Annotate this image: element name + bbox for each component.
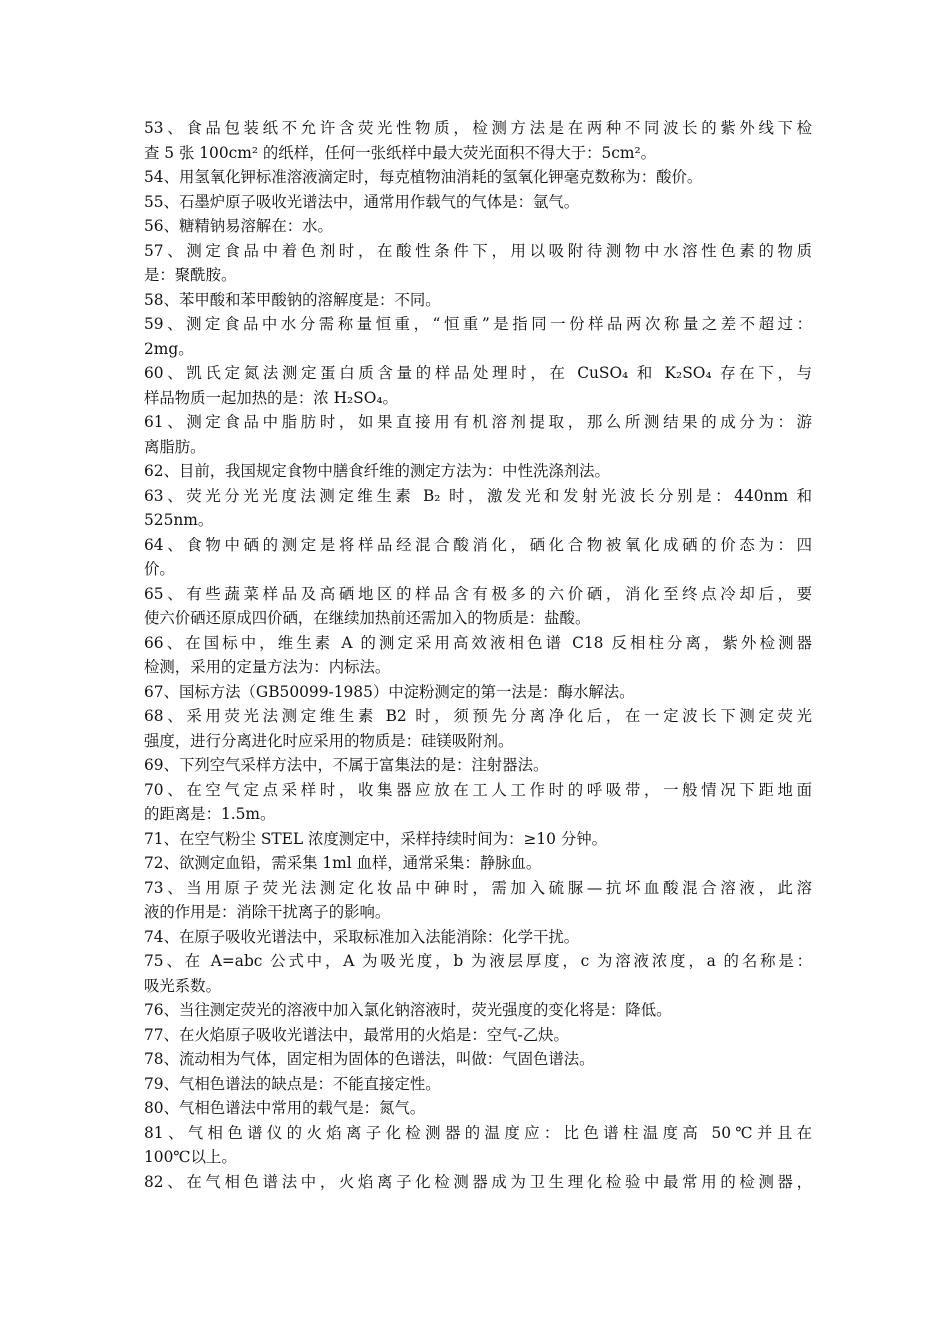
text-line-80: 80、气相色谱法中常用的载气是：氮气。: [144, 1099, 426, 1117]
text-line-77: 77、在火焰原子吸收光谱法中，最常用的火焰是：空气-乙炔。: [144, 1025, 569, 1044]
text-line-60b: 样品物质一起加热的是：浓 H₂SO₄。: [144, 388, 398, 407]
text-line-68b: 强度，进行分离进化时应采用的物质是：硅镁吸附剂。: [144, 731, 514, 750]
text-line-53b: 查 5 张 100cm² 的纸样，任何一张纸样中最大荧光面积不得大于：5cm²。: [144, 143, 657, 162]
text-line-79: 79、气相色谱法的缺点是：不能直接定性。: [144, 1074, 441, 1093]
text-line-71: 71、在空气粉尘 STEL 浓度测定中，采样持续时间为：≥10 分钟。: [144, 829, 607, 848]
text-line-59b: 2mg。: [144, 339, 194, 358]
text-line-62: 62、目前，我国规定食物中膳食纤维的测定方法为：中性洗涤剂法。: [144, 462, 610, 480]
text-line-61b: 离脂肪。: [144, 437, 206, 456]
text-line-66b: 检测，采用的定量方法为：内标法。: [144, 658, 391, 676]
text-line-72: 72、欲测定血铅，需采集 1ml 血样，通常采集：静脉血。: [144, 854, 542, 872]
text-line-57a: 57、测定食品中着色剂时，在酸性条件下，用以吸附待测物中水溶性色素的物质: [144, 241, 812, 260]
text-line-57b: 是：聚酰胺。: [144, 266, 237, 284]
text-line-69: 69、下列空气采样方法中，不属于富集法的是：注射器法。: [144, 756, 549, 774]
text-line-81a: 81、气相色谱仪的火焰离子化检测器的温度应：比色谱柱温度高 50℃并且在: [144, 1123, 812, 1142]
text-line-65a: 65、有些蔬菜样品及高硒地区的样品含有极多的六价硒，消化至终点冷却后，要: [144, 584, 812, 603]
document-page: [144, 116, 812, 1194]
text-line-63b: 525nm。: [144, 511, 214, 529]
text-line-67: 67、国标方法（GB50099-1985）中淀粉测定的第一法是：酶水解法。: [144, 682, 635, 701]
text-line-73b: 液的作用是：消除干扰离子的影响。: [144, 903, 391, 921]
text-line-75b: 吸光系数。: [144, 976, 221, 995]
text-line-65b: 使六价硒还原成四价硒，在继续加热前还需加入的物质是：盐酸。: [144, 609, 591, 627]
text-line-64a: 64、食物中硒的测定是将样品经混合酸消化，硒化合物被氧化成硒的价态为：四: [144, 535, 812, 554]
text-line-54: 54、用氢氧化钾标准溶液滴定时，每克植物油消耗的氢氧化钾毫克数称为：酸价。: [144, 168, 703, 186]
text-line-82a: 82、在气相色谱法中，火焰离子化检测器成为卫生理化检验中最常用的检测器，: [144, 1172, 812, 1191]
text-line-61a: 61、测定食品中脂肪时，如果直接用有机溶剂提取，那么所测结果的成分为：游: [144, 413, 812, 431]
text-line-55: 55、石墨炉原子吸收光谱法中，通常用作载气的气体是：氩气。: [144, 192, 580, 211]
text-line-68a: 68、采用荧光法测定维生素 B2 时，须预先分离净化后，在一定波长下测定荧光: [144, 707, 812, 725]
text-line-56: 56、糖精钠易溶解在：水。: [144, 217, 333, 235]
text-line-59a: 59、测定食品中水分需称量恒重，“恒重”是指同一份样品两次称量之差不超过：: [144, 315, 812, 333]
text-line-81b: 100℃以上。: [144, 1148, 237, 1166]
text-line-76: 76、当往测定荧光的溶液中加入氯化钠溶液时，荧光强度的变化将是：降低。: [144, 1001, 672, 1019]
text-line-75a: 75、在 A=abc 公式中，A 为吸光度，b 为液层厚度，c 为溶液浓度，a 的名称是：: [144, 952, 812, 970]
text-line-60a: 60、凯氏定氮法测定蛋白质含量的样品处理时，在 CuSO₄ 和 K₂SO₄ 存在下，与: [144, 364, 812, 382]
text-line-53a: 53、食品包装纸不允许含荧光性物质，检测方法是在两种不同波长的紫外线下检: [144, 119, 812, 137]
text-line-70b: 的距离是：1.5m。: [144, 805, 276, 823]
text-line-63a: 63、荧光分光光度法测定维生素 B₂ 时，激发光和发射光波长分别是：440nm 和: [144, 486, 812, 505]
text-line-73a: 73、当用原子荧光法测定化妆品中砷时，需加入硫脲—抗坏血酸混合溶液，此溶: [144, 878, 812, 897]
text-line-70a: 70、在空气定点采样时，收集器应放在工人工作时的呼吸带，一般情况下距地面: [144, 780, 812, 799]
text-line-66a: 66、在国标中，维生素 A 的测定采用高效液相色谱 C18 反相柱分离，紫外检测器: [144, 633, 812, 652]
text-line-58: 58、苯甲酸和苯甲酸钠的溶解度是：不同。: [144, 290, 441, 309]
text-line-64b: 价。: [144, 560, 175, 578]
text-line-74: 74、在原子吸收光谱法中，采取标准加入法能消除：化学干扰。: [144, 927, 580, 946]
text-line-78: 78、流动相为气体，固定相为固体的色谱法，叫做：气固色谱法。: [144, 1050, 595, 1068]
